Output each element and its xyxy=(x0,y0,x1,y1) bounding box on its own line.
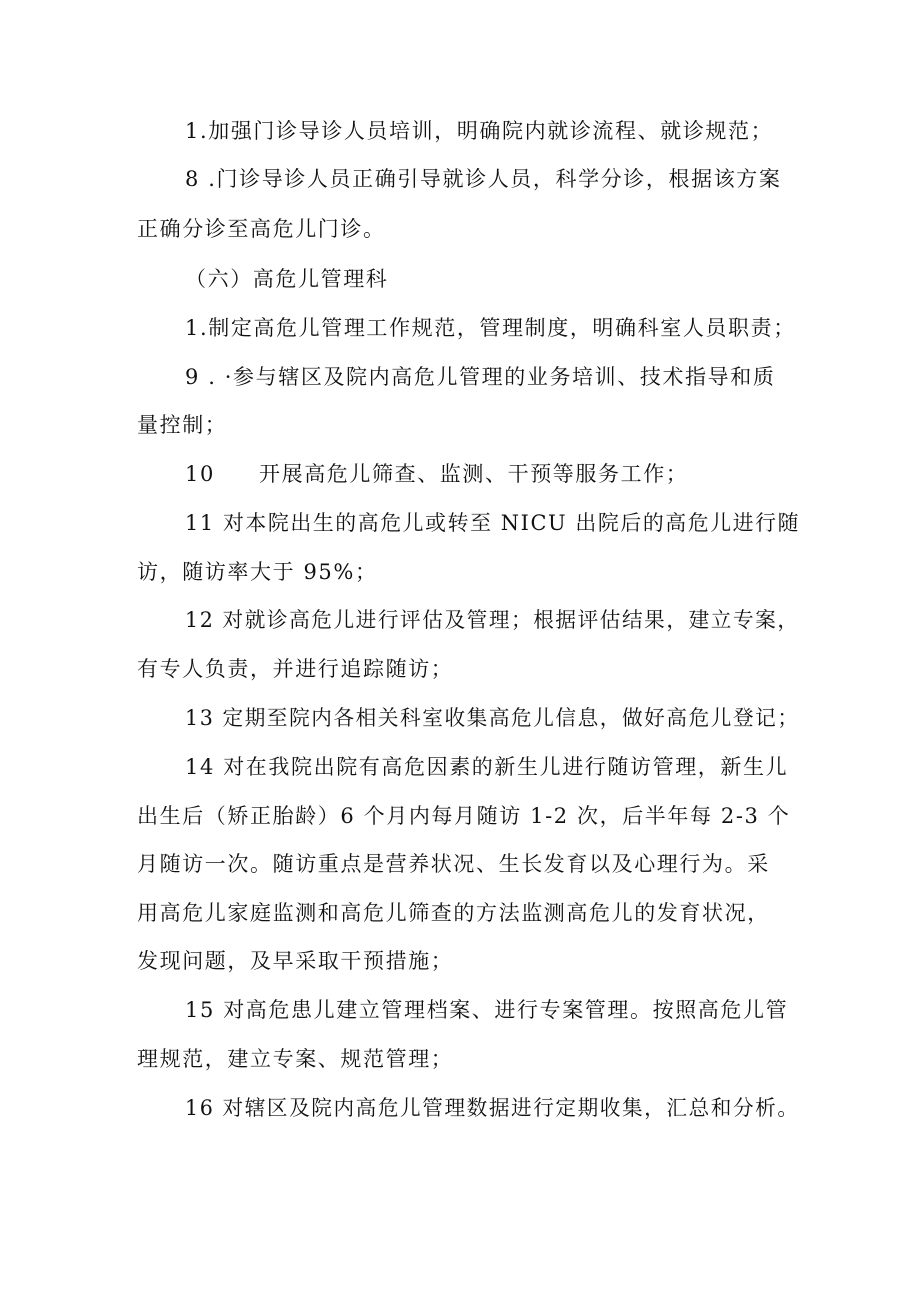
text-line: 13 定期至院内各相关科室收集高危儿信息，做好高危儿登记； xyxy=(185,706,800,730)
text-line: 12 对就诊高危儿进行评估及管理；根据评估结果，建立专案， xyxy=(185,608,800,632)
text-line: 理规范，建立专案、规范管理； xyxy=(137,1047,454,1071)
text-line: 月随访一次。随访重点是营养状况、生长发育以及心理行为。采 xyxy=(137,852,770,876)
text-line: 量控制； xyxy=(137,413,228,437)
text-line: 开展高危儿筛查、监测、干预等服务工作； xyxy=(259,462,689,486)
text-line: 1.加强门诊导诊人员培训，明确院内就诊流程、就诊规范； xyxy=(185,119,774,143)
text-line: 15 对高危患儿建立管理档案、进行专案管理。按照高危儿管 xyxy=(185,998,789,1022)
text-line: 有专人负责，并进行追踪随访； xyxy=(137,657,454,681)
item-number: 10 xyxy=(185,462,215,486)
text-line: 1.制定高危儿管理工作规范，管理制度，明确科室人员职责； xyxy=(185,316,796,340)
section-heading: （六）高危儿管理科 xyxy=(185,267,389,291)
text-line: 14 对在我院出院有高危因素的新生儿进行随访管理，新生儿 xyxy=(185,755,789,779)
text-line: 正确分诊至高危儿门诊。 xyxy=(137,217,386,241)
text-line: 访，随访率大于 95%； xyxy=(137,560,378,584)
text-line: 发现问题，及早采取干预措施； xyxy=(137,949,454,973)
text-line: 出生后（矫正胎龄）6 个月内每月随访 1-2 次，后半年每 2-3 个 xyxy=(137,804,791,828)
text-line: 16 对辖区及院内高危儿管理数据进行定期收集，汇总和分析。 xyxy=(185,1096,800,1120)
text-line: 11 对本院出生的高危儿或转至 NICU 出院后的高危儿进行随 xyxy=(185,511,801,535)
text-line: 8 .门诊导诊人员正确引导就诊人员，科学分诊，根据该方案 xyxy=(185,167,782,191)
text-line: 用高危儿家庭监测和高危儿筛查的方法监测高危儿的发育状况， xyxy=(137,901,770,925)
text-line: 9 . ·参与辖区及院内高危儿管理的业务培训、技术指导和质 xyxy=(185,365,776,389)
